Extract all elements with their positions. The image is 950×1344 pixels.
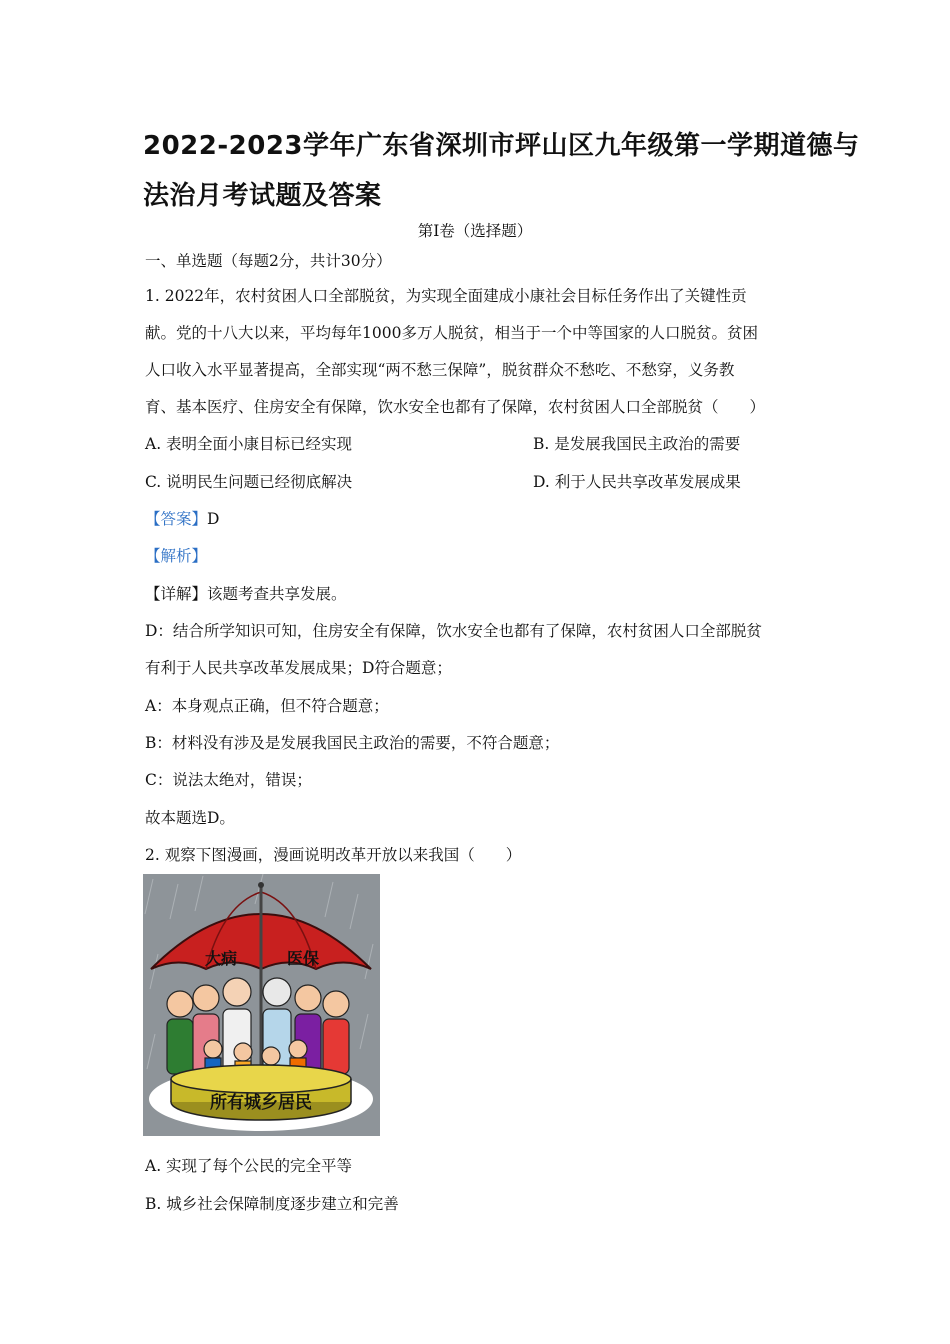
detail-line-6: C：说法太绝对，错误； [145,771,312,789]
detail-line-1: 【详解】该题考查共享发展。 [145,585,347,603]
q1-option-b: B. 是发展我国民主政治的需要 [533,435,741,453]
answer-value: D [207,510,220,528]
q1-stem-line-3: 人口收入水平显著提高，全部实现“两不愁三保障”，脱贫群众不愁吃、不愁穿，义务教 [145,361,735,379]
answer-tag: 【答案】 [145,510,208,528]
q1-stem-line-4: 育、基本医疗、住房安全有保障，饮水安全也都有了保障，农村贫困人口全部脱贫（ ） [145,398,766,416]
q2-option-a: A. 实现了每个公民的完全平等 [145,1157,353,1175]
detail-line-2: D：结合所学知识可知，住房安全有保障，饮水安全也都有了保障，农村贫困人口全部脱贫 [145,622,762,640]
base-label: 所有城乡居民 [210,1093,312,1113]
umbrella-label-left: 大病 [204,949,238,968]
q1-answer [145,507,219,529]
q1-option-a: A. 表明全面小康目标已经实现 [145,435,353,453]
detail-line-4: A：本身观点正确，但不符合题意； [145,697,389,715]
q1-option-d: D. 利于人民共享改革发展成果 [533,473,741,491]
q1-stem-line-2: 献。党的十八大以来，平均每年1000多万人脱贫，相当于一个中等国家的人口脱贫。贫困 [145,324,758,342]
part-heading: 一、单选题（每题2分，共计30分） [145,252,392,270]
q2-option-b: B. 城乡社会保障制度逐步建立和完善 [145,1195,399,1213]
umbrella-cartoon-image [143,874,380,1136]
q1-option-c: C. 说明民生问题已经彻底解决 [145,473,353,491]
document-title-line-2: 法治月考试题及答案 [143,181,382,211]
document-title-line-1: 2022-2023学年广东省深圳市坪山区九年级第一学期道德与 [143,131,860,161]
detail-line-7: 故本题选D。 [145,809,235,827]
q1-stem-line-1: 1. 2022年，农村贫困人口全部脱贫，为实现全面建成小康社会目标任务作出了关键性贡 [145,287,747,305]
analysis-tag: 【解析】 [145,547,208,565]
section-heading: 第Ⅰ卷（选择题） [417,222,533,240]
detail-line-3: 有利于人民共享改革发展成果；D符合题意； [145,659,452,677]
detail-line-5: B：材料没有涉及是发展我国民主政治的需要，不符合题意； [145,734,560,752]
q2-stem: 2. 观察下图漫画，漫画说明改革开放以来我国（ ） [145,846,522,864]
umbrella-label-right: 医保 [286,949,320,968]
